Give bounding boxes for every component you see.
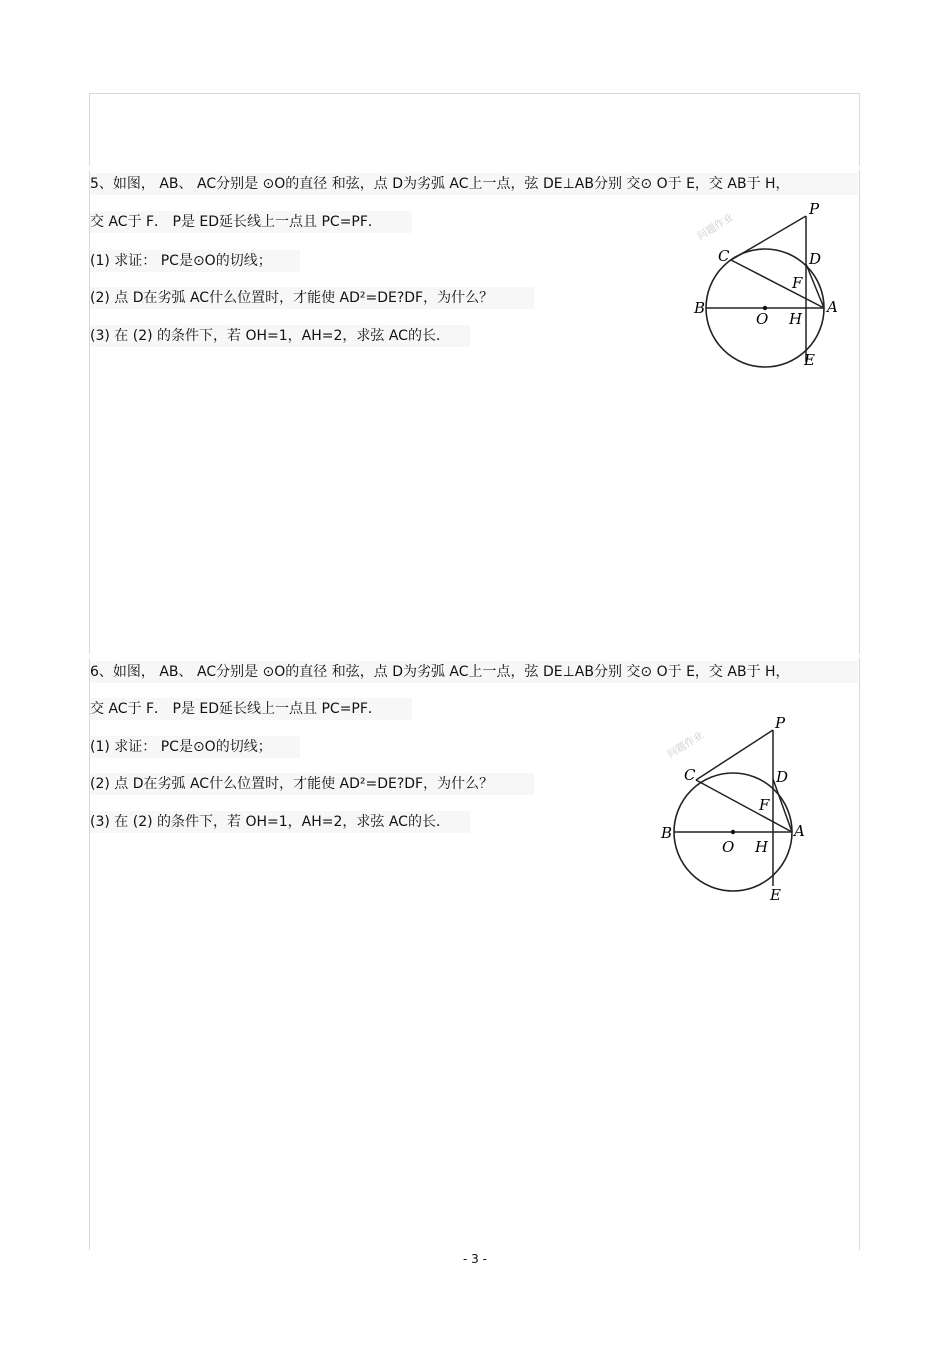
watermark: 问题作业 [665, 730, 706, 761]
problem-text-line: (3) 在 (2) 的条件下，若 OH=1，AH=2，求弦 AC的长． [90, 325, 470, 347]
label-a: A [827, 298, 838, 316]
chord-ac [696, 780, 792, 832]
page-number: - 3 - [463, 1252, 487, 1266]
label-c: C [718, 247, 730, 265]
geometry-figure [688, 198, 848, 373]
problem-text-line: (1) 求证： PC是⊙O的切线； [90, 736, 300, 758]
chord-ad [806, 264, 824, 308]
frame-gap [85, 166, 865, 170]
label-a: A [794, 822, 805, 840]
problem-text-line: (2) 点 D在劣弧 AC什么位置时，才能使 AD²=DE?DF，为什么？ [90, 287, 534, 309]
geometry-figure [656, 712, 816, 904]
center-dot [731, 830, 735, 834]
problem-text-line: 交 AC于 F． P是 ED延长线上一点且 PC=PF． [90, 698, 412, 720]
label-b: B [661, 824, 673, 842]
problem-text-line: 交 AC于 F． P是 ED延长线上一点且 PC=PF． [90, 211, 412, 233]
problem-text-line: (1) 求证： PC是⊙O的切线； [90, 250, 300, 272]
watermark: 问题作业 [695, 212, 736, 243]
problem-text-line: (2) 点 D在劣弧 AC什么位置时，才能使 AD²=DE?DF，为什么？ [90, 773, 534, 795]
label-b: B [694, 299, 706, 317]
label-c: C [684, 766, 696, 784]
problem-text-line: 6、如图， AB、 AC分别是 ⊙O的直径 和弦，点 D为劣弧 AC上一点，弦 DE⊥AB分别 交⊙ O于 E，交 AB于 H， [90, 661, 858, 683]
frame-gap [85, 654, 865, 658]
frame-top-border [89, 93, 860, 94]
label-o: O [722, 838, 735, 856]
problem-text-line: 5、如图， AB、 AC分别是 ⊙O的直径 和弦，点 D为劣弧 AC上一点，弦 DE⊥AB分别 交⊙ O于 E，交 AB于 H， [90, 173, 858, 195]
label-e: E [804, 351, 815, 369]
label-p: P [775, 714, 786, 732]
label-f: F [759, 796, 770, 814]
label-h: H [755, 838, 769, 856]
label-f: F [792, 274, 803, 292]
line-pc [731, 216, 806, 260]
label-d: D [776, 768, 789, 786]
label-p: P [809, 200, 820, 218]
label-h: H [789, 310, 803, 328]
problem-text-line: (3) 在 (2) 的条件下，若 OH=1，AH=2，求弦 AC的长． [90, 811, 470, 833]
label-d: D [809, 250, 822, 268]
label-o: O [756, 310, 769, 328]
label-e: E [770, 886, 781, 904]
